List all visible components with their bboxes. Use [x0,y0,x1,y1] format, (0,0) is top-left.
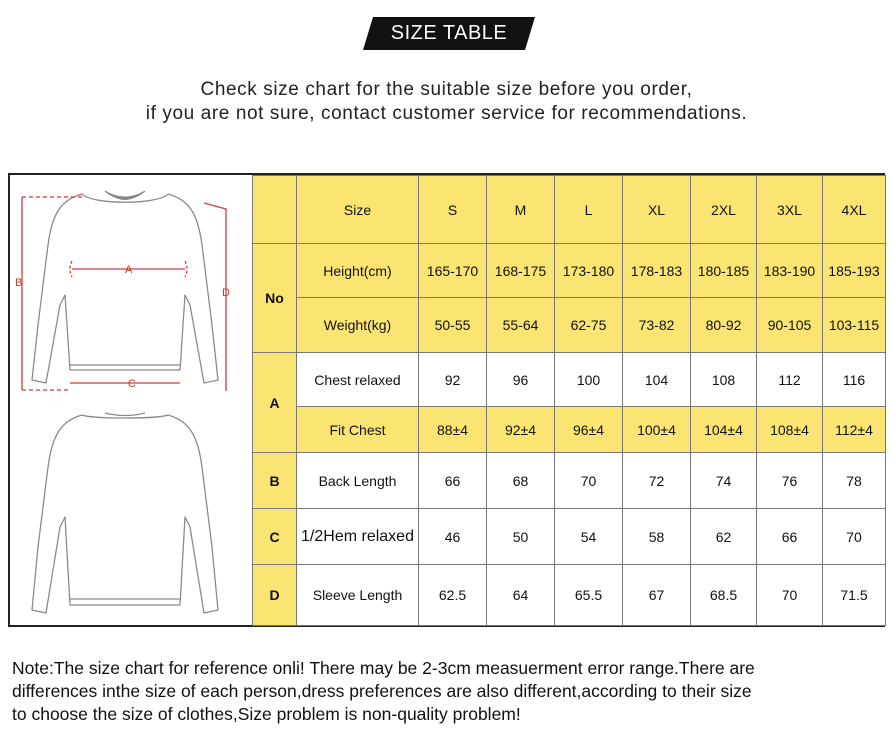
chest-relaxed-cell: 112 [757,353,823,407]
chest-relaxed-cell: 108 [691,353,757,407]
height-cell: 185-193 [823,244,886,298]
weight-cell: 80-92 [691,298,757,353]
group-label-d: D [253,565,297,626]
back-sweatshirt-outline [32,415,218,613]
sleeve-length-cell: 68.5 [691,565,757,626]
size-header: L [555,176,623,244]
sleeve-length-cell: 62.5 [419,565,487,626]
weight-cell: 55-64 [487,298,555,353]
note-line-3: to choose the size of clothes,Size problem is non-quality problem! [12,704,521,724]
row-label-back-length: Back Length [297,453,419,509]
label-a: A [125,264,133,276]
fit-chest-cell: 108±4 [757,407,823,453]
row-label-hem-relaxed: 1/2Hem relaxed [297,509,419,565]
height-cell: 165-170 [419,244,487,298]
fit-chest-row [253,407,886,453]
height-cell: 178-183 [623,244,691,298]
back-length-cell: 66 [419,453,487,509]
back-neckline [105,413,145,416]
back-length-cell: 74 [691,453,757,509]
label-d: D [222,287,230,299]
back-length-cell: 78 [823,453,886,509]
fit-chest-cell: 96±4 [555,407,623,453]
hem-relaxed-cell: 46 [419,509,487,565]
corner-cell [253,176,297,244]
height-cell: 183-190 [757,244,823,298]
group-label-no: No [253,244,297,353]
group-label-c: C [253,509,297,565]
height-cell: 168-175 [487,244,555,298]
size-header: XL [623,176,691,244]
row-label-fit-chest: Fit Chest [297,407,419,453]
height-row [253,244,886,298]
size-header: M [487,176,555,244]
group-label-b: B [253,453,297,509]
chest-relaxed-cell: 96 [487,353,555,407]
hem-relaxed-cell: 62 [691,509,757,565]
chest-relaxed-row [253,353,886,407]
sleeve-length-cell: 71.5 [823,565,886,626]
size-header-label: Size [297,176,419,244]
back-length-cell: 72 [623,453,691,509]
hem-relaxed-cell: 66 [757,509,823,565]
label-c: C [128,378,136,390]
chest-relaxed-cell: 92 [419,353,487,407]
fit-chest-cell: 92±4 [487,407,555,453]
intro-line-1: Check size chart for the suitable size before you order, [200,79,693,100]
hem-relaxed-cell: 70 [823,509,886,565]
chest-relaxed-cell: 104 [623,353,691,407]
back-length-cell: 76 [757,453,823,509]
label-b: B [15,277,23,289]
fit-chest-cell: 88±4 [419,407,487,453]
disclaimer-note [12,657,887,726]
weight-cell: 90-105 [757,298,823,353]
weight-cell: 50-55 [419,298,487,353]
sleeve-length-cell: 70 [757,565,823,626]
height-cell: 173-180 [555,244,623,298]
row-label-height: Height(cm) [297,244,419,298]
fit-chest-cell: 104±4 [691,407,757,453]
weight-cell: 73-82 [623,298,691,353]
group-label-a: A [253,353,297,453]
sleeve-length-row [253,565,886,626]
size-table-banner [363,17,535,50]
hem-relaxed-cell: 58 [623,509,691,565]
sleeve-length-cell: 64 [487,565,555,626]
hem-relaxed-row [253,509,886,565]
garment-diagram [10,175,252,625]
chest-relaxed-cell: 116 [823,353,886,407]
intro-line-2: if you are not sure, contact customer service for recommendations. [145,103,748,124]
row-label-chest-relaxed: Chest relaxed [297,353,419,407]
fit-chest-cell: 112±4 [823,407,886,453]
banner-title: SIZE TABLE [390,22,508,44]
height-cell: 180-185 [691,244,757,298]
weight-cell: 62-75 [555,298,623,353]
size-table [252,175,886,626]
back-length-cell: 68 [487,453,555,509]
note-line-2: differences inthe size of each person,dress preferences are also different,according to their size [12,681,752,701]
weight-cell: 103-115 [823,298,886,353]
front-sweatshirt-outline [32,194,218,383]
back-length-row [253,453,886,509]
chest-relaxed-cell: 100 [555,353,623,407]
fit-chest-cell: 100±4 [623,407,691,453]
sleeve-length-cell: 65.5 [555,565,623,626]
size-header: 3XL [757,176,823,244]
size-header: 4XL [823,176,886,244]
size-header: 2XL [691,176,757,244]
row-label-weight: Weight(kg) [297,298,419,353]
hem-relaxed-cell: 50 [487,509,555,565]
hem-relaxed-cell: 54 [555,509,623,565]
sweatshirt-illustration [10,175,252,625]
row-label-sleeve-length: Sleeve Length [297,565,419,626]
collar-band [106,191,144,200]
size-header-row [253,176,886,244]
weight-row [253,298,886,353]
sleeve-length-cell: 67 [623,565,691,626]
note-line-1: Note:The size chart for reference onli! There may be 2-3cm measuerment error range.There are [12,658,755,678]
back-length-cell: 70 [555,453,623,509]
size-header: S [419,176,487,244]
